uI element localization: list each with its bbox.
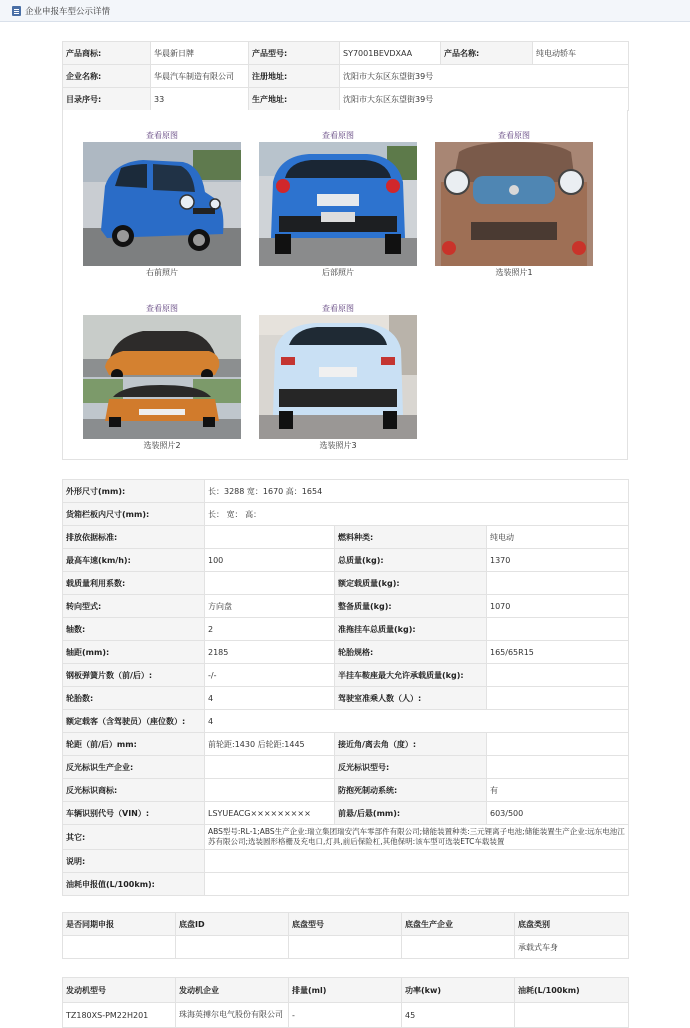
- column-header: 排量(ml): [289, 978, 402, 1003]
- column-header: 是否同期申报: [63, 913, 176, 936]
- chassis-table: [62, 912, 629, 959]
- table-row: [63, 526, 629, 549]
- photo-caption: 选装照片2: [143, 441, 181, 450]
- rated-load-value: [487, 572, 629, 595]
- column-header: 发动机企业: [176, 978, 289, 1003]
- column-header: 发动机型号: [63, 978, 176, 1003]
- table-row: [63, 779, 629, 802]
- reflect-mark-value: [205, 779, 335, 802]
- tire-value: 165/65R15: [487, 641, 629, 664]
- axles-value: 2: [205, 618, 335, 641]
- column-header: 功率(kw): [402, 978, 515, 1003]
- curb-label: 整备质量(kg):: [335, 595, 487, 618]
- basic-info-table: [62, 41, 629, 111]
- spring-label: 钢板弹簧片数（前/后）:: [63, 664, 205, 687]
- car-photo-image[interactable]: [83, 142, 241, 266]
- tire-label: 轮胎规格:: [335, 641, 487, 664]
- table-row: [63, 756, 629, 779]
- view-original-link[interactable]: 查看原图: [146, 131, 178, 140]
- table-cell: [515, 1003, 629, 1028]
- name-value: 纯电动轿车: [533, 42, 629, 65]
- tires-count-value: 4: [205, 687, 335, 710]
- table-row: [63, 733, 629, 756]
- table-row: [63, 641, 629, 664]
- note-label: 说明:: [63, 850, 205, 873]
- table-cell: [176, 936, 289, 959]
- fuel-consumption-label: 油耗申报值(L/100km):: [63, 873, 205, 896]
- table-row: [63, 88, 629, 111]
- spec-table: [62, 479, 629, 896]
- steering-value: 方向盘: [205, 595, 335, 618]
- spring-value: -/-: [205, 664, 335, 687]
- angle-value: [487, 733, 629, 756]
- view-original-link[interactable]: 查看原图: [322, 131, 354, 140]
- table-row: [63, 549, 629, 572]
- name-label: 产品名称:: [441, 42, 533, 65]
- photo-gallery: [62, 110, 628, 460]
- model-label: 产品型号:: [249, 42, 340, 65]
- column-header: 底盘生产企业: [402, 913, 515, 936]
- trailer-label: 准拖挂车总质量(kg):: [335, 618, 487, 641]
- reflect-model-label: 反光标识型号:: [335, 756, 487, 779]
- table-cell: [289, 936, 402, 959]
- fuel-value: 纯电动: [487, 526, 629, 549]
- table-row: [63, 936, 629, 959]
- note-value: [205, 850, 629, 873]
- reflect-co-value: [205, 756, 335, 779]
- table-row: [63, 503, 629, 526]
- column-header: 油耗(L/100km): [515, 978, 629, 1003]
- table-cell: [402, 936, 515, 959]
- table-header-row: [63, 978, 629, 1003]
- table-row: [63, 825, 629, 850]
- catalog-label: 目录序号:: [63, 88, 151, 111]
- seats-value: 4: [205, 710, 629, 733]
- photo-caption: 后部照片: [322, 268, 354, 277]
- reg-addr-value: 沈阳市大东区东望街39号: [340, 65, 629, 88]
- view-original-link[interactable]: 查看原图: [322, 304, 354, 313]
- table-cell: 45: [402, 1003, 515, 1028]
- trademark-value: 华晨新日牌: [151, 42, 249, 65]
- emission-label: 排放依据标准:: [63, 526, 205, 549]
- table-row: [63, 480, 629, 503]
- photo-optional-2: [83, 303, 241, 453]
- reflect-mark-label: 反光标识商标:: [63, 779, 205, 802]
- photo-rear: [259, 130, 417, 280]
- cargo-label: 货箱栏板内尺寸(mm):: [63, 503, 205, 526]
- track-value: 前轮距:1430 后轮距:1445: [205, 733, 335, 756]
- table-cell: 珠海英搏尔电气股份有限公司: [176, 1003, 289, 1028]
- view-original-link[interactable]: 查看原图: [498, 131, 530, 140]
- overhang-label: 前悬/后悬(mm):: [335, 802, 487, 825]
- reflect-co-label: 反光标识生产企业:: [63, 756, 205, 779]
- car-photo-image[interactable]: [435, 142, 593, 266]
- dims-label: 外形尺寸(mm):: [63, 480, 205, 503]
- seats-label: 额定载客（含驾驶员）（座位数）:: [63, 710, 205, 733]
- table-header-row: [63, 913, 629, 936]
- photo-caption: 右前照片: [146, 268, 178, 277]
- abs-label: 防抱死制动系统:: [335, 779, 487, 802]
- document-icon: [12, 6, 21, 16]
- prod-addr-value: 沈阳市大东区东望街39号: [340, 88, 629, 111]
- other-label: 其它:: [63, 825, 205, 850]
- company-label: 企业名称:: [63, 65, 151, 88]
- view-original-link[interactable]: 查看原图: [146, 304, 178, 313]
- column-header: 底盘ID: [176, 913, 289, 936]
- table-row: [63, 687, 629, 710]
- engine-table: [62, 977, 629, 1028]
- table-row: [63, 65, 629, 88]
- speed-label: 最高车速(km/h):: [63, 549, 205, 572]
- fuel-consumption-value: [205, 873, 629, 896]
- fuel-label: 燃料种类:: [335, 526, 487, 549]
- cargo-value: 长： 宽： 高：: [205, 503, 629, 526]
- angle-label: 接近角/离去角（度）:: [335, 733, 487, 756]
- car-photo-image[interactable]: [259, 142, 417, 266]
- overhang-value: 603/500: [487, 802, 629, 825]
- trademark-label: 产品商标:: [63, 42, 151, 65]
- table-cell: TZ180XS-PM22H201: [63, 1003, 176, 1028]
- cab-value: [487, 687, 629, 710]
- curb-value: 1070: [487, 595, 629, 618]
- track-label: 轮距（前/后）mm:: [63, 733, 205, 756]
- vin-value: LSYUEACG×××××××××: [205, 802, 335, 825]
- car-photo-image[interactable]: [83, 315, 241, 439]
- load-coef-value: [205, 572, 335, 595]
- reg-addr-label: 注册地址:: [249, 65, 340, 88]
- photo-caption: 选装照片3: [319, 441, 357, 450]
- table-row: [63, 802, 629, 825]
- table-cell: -: [289, 1003, 402, 1028]
- wheelbase-value: 2185: [205, 641, 335, 664]
- column-header: 底盘型号: [289, 913, 402, 936]
- total-mass-label: 总质量(kg):: [335, 549, 487, 572]
- dims-value: 长：3288 宽：1670 高：1654: [205, 480, 629, 503]
- total-mass-value: 1370: [487, 549, 629, 572]
- abs-value: 有: [487, 779, 629, 802]
- photo-optional-1: [435, 130, 593, 280]
- photo-optional-3: [259, 303, 417, 453]
- table-row: [63, 572, 629, 595]
- wheelbase-label: 轴距(mm):: [63, 641, 205, 664]
- axles-label: 轴数:: [63, 618, 205, 641]
- page-header: [0, 0, 690, 22]
- table-cell: [63, 936, 176, 959]
- model-value: SY7001BEVDXAA: [340, 42, 441, 65]
- vin-label: 车辆识别代号（VIN）:: [63, 802, 205, 825]
- trailer-value: [487, 618, 629, 641]
- table-cell: 承载式车身: [515, 936, 629, 959]
- saddle-value: [487, 664, 629, 687]
- column-header: 底盘类别: [515, 913, 629, 936]
- load-coef-label: 载质量利用系数:: [63, 572, 205, 595]
- car-photo-image[interactable]: [259, 315, 417, 439]
- speed-value: 100: [205, 549, 335, 572]
- rated-load-label: 额定载质量(kg):: [335, 572, 487, 595]
- saddle-label: 半挂车鞍座最大允许承载质量(kg):: [335, 664, 487, 687]
- photo-right-front: [83, 130, 241, 280]
- prod-addr-label: 生产地址:: [249, 88, 340, 111]
- photo-caption: 选装照片1: [495, 268, 533, 277]
- tires-count-label: 轮胎数:: [63, 687, 205, 710]
- catalog-value: 33: [151, 88, 249, 111]
- steering-label: 转向型式:: [63, 595, 205, 618]
- table-row: [63, 850, 629, 873]
- table-row: [63, 42, 629, 65]
- other-value: ABS型号:RL-1;ABS生产企业:瑞立集团瑞安汽车零部件有限公司;储能装置种类:三元锂离子电池;储能装置生产企业:远东电池江苏有限公司;选装圆形格栅及充电口,灯具,前后保险杠,其他保明:该车型可选装ETC车载装置: [205, 825, 629, 850]
- page-title: 企业申报车型公示详情: [25, 6, 111, 17]
- table-row: [63, 664, 629, 687]
- company-value: 华晨汽车制造有限公司: [151, 65, 249, 88]
- table-row: [63, 710, 629, 733]
- cab-label: 驾驶室准乘人数（人）:: [335, 687, 487, 710]
- table-row: [63, 595, 629, 618]
- table-row: [63, 873, 629, 896]
- reflect-model-value: [487, 756, 629, 779]
- emission-value: [205, 526, 335, 549]
- table-row: [63, 1003, 629, 1028]
- table-row: [63, 618, 629, 641]
